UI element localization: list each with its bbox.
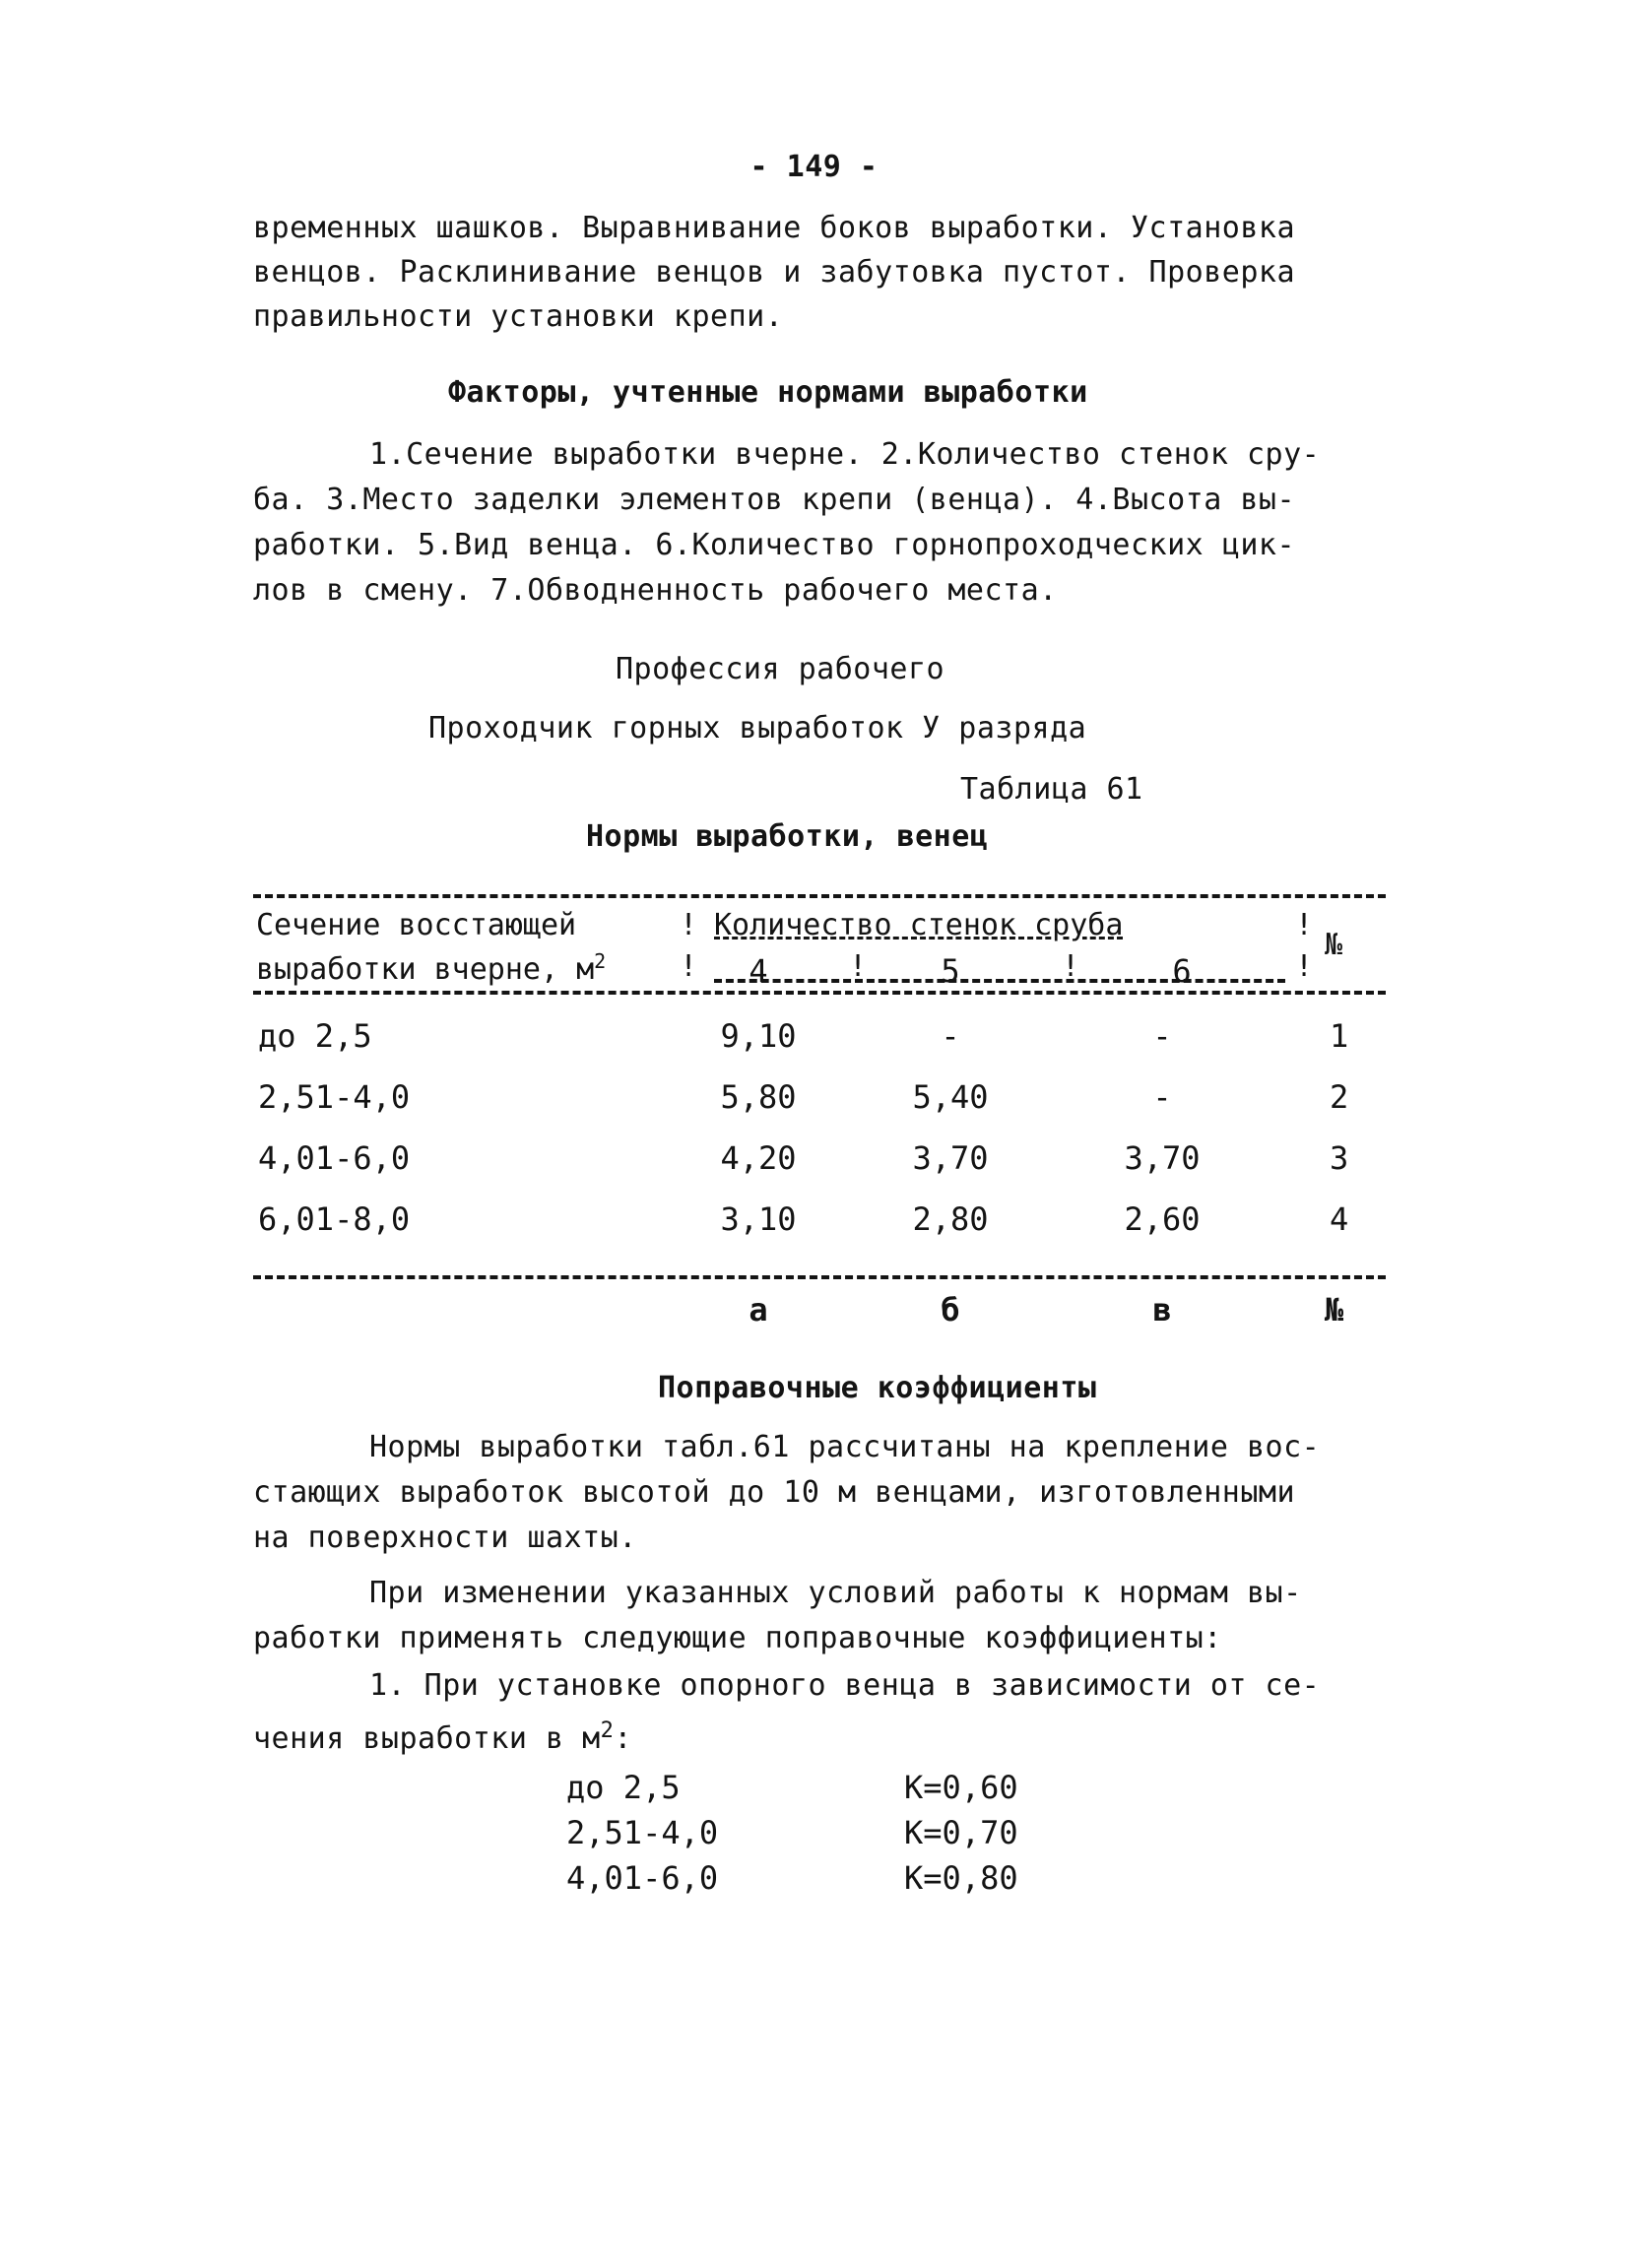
row-number: 4 xyxy=(1330,1200,1349,1238)
factors-line: работки. 5.Вид венца. 6.Количество горнопроходческих цик- xyxy=(253,528,1296,562)
row-value-6: - xyxy=(1152,1017,1172,1055)
page-number: - 149 - xyxy=(749,150,879,184)
footer-letter-v: в xyxy=(1152,1291,1172,1328)
profession-title: Профессия рабочего xyxy=(616,652,945,686)
header-rownum: № xyxy=(1325,928,1343,962)
factors-line: лов в смену. 7.Обводненность рабочего места. xyxy=(253,573,1058,608)
header-separator: ! xyxy=(1062,949,1080,984)
row-value-4: 9,10 xyxy=(720,1017,797,1055)
corrections-para2-line: работки применять следующие поправочные коэффициенты: xyxy=(253,1621,1222,1655)
header-wall-count: Количество стенок сруба xyxy=(714,908,1124,942)
corrections-para1-line: на поверхности шахты. xyxy=(253,1521,637,1555)
header-section-line2 xyxy=(256,941,606,990)
intro-line: временных шашков. Выравнивание боков выработки. Установка xyxy=(253,211,1296,245)
table-rule-top xyxy=(253,894,1386,898)
coefficient-value: К=0,80 xyxy=(904,1859,1018,1897)
coefficient-range: до 2,5 xyxy=(566,1769,681,1806)
header-subcol-4: 4 xyxy=(749,952,768,990)
corrections-para1-line: Нормы выработки табл.61 рассчитаны на крепление вос- xyxy=(369,1430,1321,1464)
table-number: Таблица 61 xyxy=(960,772,1143,807)
table-rule-bottom xyxy=(253,1275,1386,1279)
row-number: 2 xyxy=(1330,1078,1349,1116)
intro-line: венцов. Расклинивание венцов и забутовка пустот. Проверка xyxy=(253,255,1296,290)
table-title: Нормы выработки, венец xyxy=(586,819,989,854)
row-section: 4,01-6,0 xyxy=(258,1139,411,1177)
row-value-6: - xyxy=(1152,1078,1172,1116)
row-value-5: 3,70 xyxy=(912,1139,989,1177)
row-section: 2,51-4,0 xyxy=(258,1078,411,1116)
row-value-5: 2,80 xyxy=(912,1200,989,1238)
item1-line: 1. При установке опорного венца в зависимости от се- xyxy=(369,1668,1321,1703)
item1-text: чения выработки в м xyxy=(253,1721,601,1756)
header-section-line1: Сечение восстающей xyxy=(256,908,577,942)
corrections-para1-line: стающих выработок высотой до 10 м венцами, изготовленными xyxy=(253,1475,1296,1510)
factors-line: ба. 3.Место заделки элементов крепи (венца). 4.Высота вы- xyxy=(253,483,1296,517)
header-separator: ! xyxy=(1295,949,1314,984)
footer-letter-a: а xyxy=(749,1291,768,1328)
row-value-6: 2,60 xyxy=(1124,1200,1201,1238)
row-number: 1 xyxy=(1330,1017,1349,1055)
header-subcol-6: 6 xyxy=(1172,952,1192,990)
row-value-5: 5,40 xyxy=(912,1078,989,1116)
header-separator: ! xyxy=(1295,908,1314,942)
table-rule-header xyxy=(253,991,1386,995)
header-section-text: выработки вчерне, м xyxy=(256,952,595,987)
row-number: 3 xyxy=(1330,1139,1349,1177)
row-value-6: 3,70 xyxy=(1124,1139,1201,1177)
intro-line: правильности установки крепи. xyxy=(253,299,784,334)
footer-letter-b: б xyxy=(941,1291,960,1328)
coefficient-value: К=0,70 xyxy=(904,1814,1018,1851)
header-subcol-5: 5 xyxy=(941,952,960,990)
item1-superscript: 2 xyxy=(600,1718,615,1743)
corrections-title: Поправочные коэффициенты xyxy=(658,1371,1097,1405)
header-superscript: 2 xyxy=(594,949,607,973)
factors-line: 1.Сечение выработки вчерне. 2.Количество стенок сру- xyxy=(369,437,1321,472)
coefficient-value: К=0,60 xyxy=(904,1769,1018,1806)
row-section: до 2,5 xyxy=(258,1017,372,1055)
profession-name: Проходчик горных выработок У разряда xyxy=(428,711,1087,745)
row-value-4: 4,20 xyxy=(720,1139,797,1177)
corrections-para2-line: При изменении указанных условий работы к нормам вы- xyxy=(369,1576,1302,1610)
footer-letter-num: № xyxy=(1325,1291,1344,1328)
header-separator: ! xyxy=(680,908,698,942)
factors-title: Факторы, учтенные нормами выработки xyxy=(448,375,1088,410)
item1-line xyxy=(253,1710,632,1761)
row-value-5: - xyxy=(941,1017,960,1055)
header-separator: ! xyxy=(680,949,698,984)
row-value-4: 3,10 xyxy=(720,1200,797,1238)
coefficient-range: 4,01-6,0 xyxy=(566,1859,719,1897)
header-separator: ! xyxy=(849,949,868,984)
row-section: 6,01-8,0 xyxy=(258,1200,411,1238)
item1-tail: : xyxy=(614,1721,632,1756)
coefficient-range: 2,51-4,0 xyxy=(566,1814,719,1851)
row-value-4: 5,80 xyxy=(720,1078,797,1116)
